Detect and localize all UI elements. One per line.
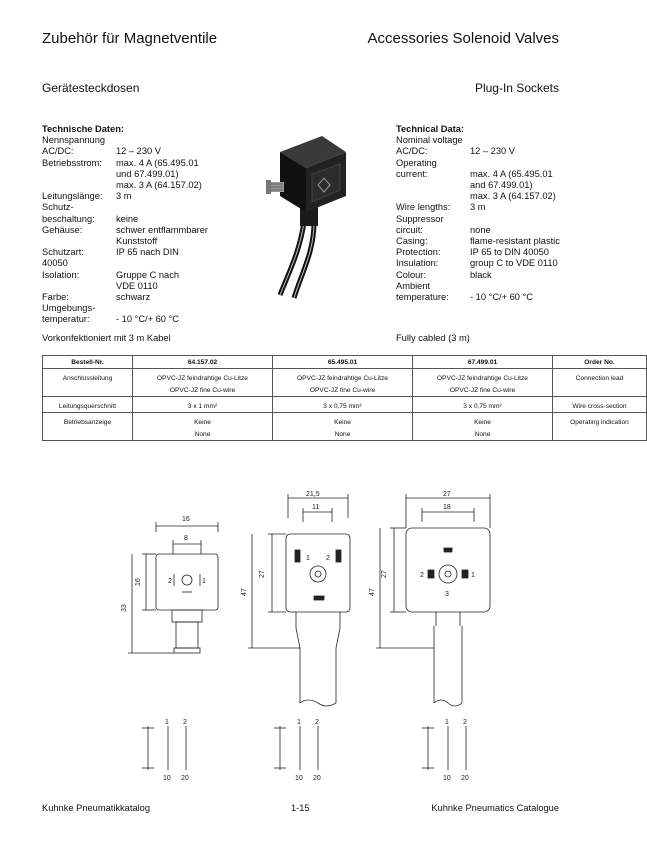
- note-en: Fully cabled (3 m): [396, 333, 470, 343]
- spec-row: [42, 314, 242, 325]
- table-cell: OPVC-JZ fine Cu-wire: [413, 384, 553, 397]
- specs-de: [42, 124, 242, 326]
- spec-row: [42, 135, 242, 146]
- spec-label: Umgebungs-: [42, 303, 96, 314]
- table-cell: OPVC-JZ fine Cu-wire: [133, 384, 273, 397]
- spec-value: [116, 202, 242, 213]
- dim-mid-total: 47: [241, 588, 248, 596]
- table-cell: Anschlussleitung: [43, 369, 133, 385]
- spec-value: VDE 0110: [116, 280, 158, 291]
- spec-label: Isolation:: [42, 269, 80, 280]
- spec-row: [396, 281, 566, 292]
- pin-schematics: [142, 726, 466, 770]
- plug-mid-pin-1: 1: [306, 555, 310, 562]
- spec-value: IP 65 nach DIN: [116, 247, 179, 258]
- spec-value: [116, 303, 242, 314]
- spec-label: [42, 236, 116, 247]
- spec-value: [470, 214, 566, 225]
- spec-value: [116, 258, 242, 269]
- spec-row: [42, 146, 242, 157]
- table-row: [43, 384, 647, 397]
- th-67499: 67.499.01: [413, 356, 553, 369]
- spec-value: none: [470, 224, 491, 235]
- spec-label: Nennspannung: [42, 135, 106, 146]
- table-cell: [553, 384, 647, 397]
- th-order-no-en: Order No.: [553, 356, 647, 369]
- spec-row: [396, 202, 566, 213]
- pin-label-1b: 1: [297, 719, 301, 726]
- footer-page: 1-15: [291, 803, 310, 813]
- dim-large-body: 27: [381, 570, 388, 578]
- spec-row: [42, 180, 242, 191]
- table-row: [43, 369, 647, 385]
- pin-label-2c: 2: [463, 719, 467, 726]
- specs-de-heading: Technische Daten:: [42, 124, 124, 134]
- table-cell: OPVC-JZ feindrahtige Cu-Litze: [413, 369, 553, 385]
- table-cell: None: [413, 428, 553, 441]
- spec-row: [42, 169, 242, 180]
- small-plug-drawing: [128, 522, 218, 653]
- footer-left: Kuhnke Pneumatikkatalog: [42, 803, 151, 813]
- spec-row: [396, 292, 566, 303]
- spec-value: max. 3 A (64.157.02): [470, 191, 556, 202]
- technical-drawings: [110, 488, 580, 788]
- spec-value: and 67.499.01): [470, 180, 533, 191]
- spec-label: Suppressor: [396, 213, 444, 224]
- plug-small-pin-2: 2: [168, 578, 172, 585]
- order-table: [42, 355, 647, 441]
- spec-row: [42, 247, 242, 258]
- spec-value: flame-resistant plastic: [470, 236, 560, 247]
- spec-row: [396, 225, 566, 236]
- spec-row: [42, 281, 242, 292]
- subtitle-en: Plug-In Sockets: [474, 81, 559, 95]
- dim-small-body: 16: [135, 578, 142, 586]
- spec-label: 40050: [42, 258, 68, 269]
- pin-label-10b: 10: [295, 775, 303, 782]
- spec-label: Gehäuse:: [42, 224, 83, 235]
- spec-row: [396, 214, 566, 225]
- spec-label: Ambient: [396, 280, 431, 291]
- spec-value: schwer entflammbarer: [116, 224, 208, 235]
- spec-row: [396, 258, 566, 269]
- table-cell: Operating indication: [553, 413, 647, 429]
- table-row: [43, 413, 647, 429]
- spec-value: max. 4 A (65.495.01: [116, 157, 199, 168]
- table-cell: [553, 428, 647, 441]
- spec-label: [42, 180, 116, 191]
- spec-value: schwarz: [116, 292, 151, 303]
- pin-label-2a: 2: [183, 719, 187, 726]
- spec-row: [396, 247, 566, 258]
- plug-large-pin-2: 2: [420, 572, 424, 579]
- table-cell: Wire cross-section: [553, 397, 647, 413]
- spec-label: [42, 169, 116, 180]
- spec-row: [396, 191, 566, 202]
- table-cell: None: [133, 428, 273, 441]
- table-cell: 3 x 0,75 mm²: [273, 397, 413, 413]
- spec-value: [470, 135, 566, 146]
- plug-large-pin-1: 1: [471, 572, 475, 579]
- plug-small-pin-1: 1: [202, 578, 206, 585]
- spec-row: [42, 214, 242, 225]
- spec-label: Protection:: [396, 247, 441, 258]
- spec-row: [42, 236, 242, 247]
- plug-large-pin-3: 3: [445, 591, 449, 598]
- spec-value: 3 m: [116, 191, 132, 202]
- spec-label: [396, 191, 470, 202]
- pin-label-2b: 2: [315, 719, 319, 726]
- table-cell: [43, 384, 133, 397]
- pin-label-20c: 20: [461, 775, 469, 782]
- spec-value: [470, 281, 566, 292]
- large-plug-drawing: [376, 494, 490, 706]
- spec-row: [396, 236, 566, 247]
- plug-socket-photo: [262, 130, 354, 300]
- spec-label: Colour:: [396, 269, 426, 280]
- table-row: [43, 428, 647, 441]
- spec-label: Betriebsstrom:: [42, 157, 102, 168]
- table-cell: Leitungsquerschnitt: [43, 397, 133, 413]
- spec-value: und 67.499.01): [116, 168, 179, 179]
- spec-label: Wire lengths:: [396, 202, 451, 213]
- spec-row: [42, 225, 242, 236]
- spec-label: AC/DC:: [396, 146, 428, 157]
- spec-label: [42, 281, 116, 292]
- dim-large-inner: 18: [443, 504, 451, 511]
- spec-value: - 10 °C/+ 60 °C: [116, 314, 179, 325]
- dim-large-outer: 27: [443, 491, 451, 498]
- th-64157: 64.157.02: [133, 356, 273, 369]
- spec-value: black: [470, 269, 492, 280]
- specs-en: [396, 124, 566, 303]
- pin-label-1a: 1: [165, 719, 169, 726]
- table-cell: 3 x 0,75 mm²: [413, 397, 553, 413]
- pin-label-10c: 10: [443, 775, 451, 782]
- plug-mid-pin-2: 2: [326, 555, 330, 562]
- table-cell: [43, 428, 133, 441]
- spec-label: [396, 180, 470, 191]
- spec-label: circuit:: [396, 224, 423, 235]
- spec-label: AC/DC:: [42, 146, 74, 157]
- th-order-nr-de: Bestell-Nr.: [43, 356, 133, 369]
- spec-row: [396, 180, 566, 191]
- table-cell: None: [273, 428, 413, 441]
- table-cell: Keine: [133, 413, 273, 429]
- pin-label-10a: 10: [163, 775, 171, 782]
- dim-small-inner: 8: [184, 535, 188, 542]
- spec-value: 12 – 230 V: [116, 146, 161, 157]
- dim-mid-body: 27: [259, 570, 266, 578]
- spec-row: [42, 258, 242, 269]
- table-row: [43, 397, 647, 413]
- spec-label: Schutzart:: [42, 247, 84, 258]
- spec-value: [470, 158, 566, 169]
- dim-small-total: 33: [121, 604, 128, 612]
- spec-label: current:: [396, 168, 428, 179]
- spec-row: [42, 191, 242, 202]
- spec-row: [396, 158, 566, 169]
- spec-label: Operating: [396, 157, 437, 168]
- specs-en-heading: Technical Data:: [396, 124, 465, 134]
- pin-label-20a: 20: [181, 775, 189, 782]
- title-en: Accessories Solenoid Valves: [367, 30, 559, 47]
- spec-value: max. 3 A (64.157.02): [116, 180, 202, 191]
- spec-row: [396, 135, 566, 146]
- spec-row: [42, 158, 242, 169]
- spec-value: group C to VDE 0110: [470, 258, 558, 269]
- table-cell: OPVC-JZ feindrahtige Cu-Litze: [273, 369, 413, 385]
- subtitle-de: Gerätesteckdosen: [42, 81, 140, 95]
- spec-value: Gruppe C nach: [116, 269, 180, 280]
- spec-value: Kunststoff: [116, 236, 158, 247]
- spec-row: [396, 146, 566, 157]
- spec-value: - 10 °C/+ 60 °C: [470, 292, 533, 303]
- spec-label: Casing:: [396, 236, 428, 247]
- spec-row: [396, 169, 566, 180]
- spec-label: Nominal voltage: [396, 135, 463, 146]
- spec-value: keine: [116, 213, 139, 224]
- spec-row: [42, 303, 242, 314]
- spec-value: 3 m: [470, 202, 486, 213]
- table-cell: Keine: [413, 413, 553, 429]
- dim-small-outer: 16: [182, 516, 190, 523]
- spec-row: [396, 270, 566, 281]
- spec-value: IP 65 to DIN 40050: [470, 247, 549, 258]
- table-cell: Connection lead: [553, 369, 647, 385]
- dim-large-total: 47: [369, 588, 376, 596]
- table-cell: OPVC-JZ feindrahtige Cu-Litze: [133, 369, 273, 385]
- pin-label-1c: 1: [445, 719, 449, 726]
- spec-value: max. 4 A (65.495.01: [470, 168, 553, 179]
- spec-label: Insulation:: [396, 258, 439, 269]
- table-cell: OPVC-JZ fine Cu-wire: [273, 384, 413, 397]
- spec-label: Schutz-: [42, 202, 74, 213]
- note-de: Vorkonfektioniert mit 3 m Kabel: [42, 333, 171, 343]
- footer-right: Kuhnke Pneumatics Catalogue: [431, 803, 559, 813]
- spec-label: Farbe:: [42, 292, 69, 303]
- pin-label-20b: 20: [313, 775, 321, 782]
- table-cell: Betriebsanzeige: [43, 413, 133, 429]
- title-de: Zubehör für Magnetventile: [42, 30, 218, 47]
- spec-label: temperatur:: [42, 314, 90, 325]
- mid-plug-drawing: [248, 494, 350, 706]
- spec-value: 12 – 230 V: [470, 146, 515, 157]
- th-65495: 65.495.01: [273, 356, 413, 369]
- spec-row: [42, 270, 242, 281]
- spec-label: beschaltung:: [42, 213, 95, 224]
- spec-row: [42, 202, 242, 213]
- dim-mid-inner: 11: [312, 504, 320, 511]
- spec-label: temperature:: [396, 292, 449, 303]
- spec-value: [116, 135, 242, 146]
- spec-row: [42, 292, 242, 303]
- table-cell: Keine: [273, 413, 413, 429]
- table-cell: 3 x 1 mm²: [133, 397, 273, 413]
- dim-mid-outer: 21,5: [306, 491, 320, 498]
- spec-label: Leitungslänge:: [42, 191, 103, 202]
